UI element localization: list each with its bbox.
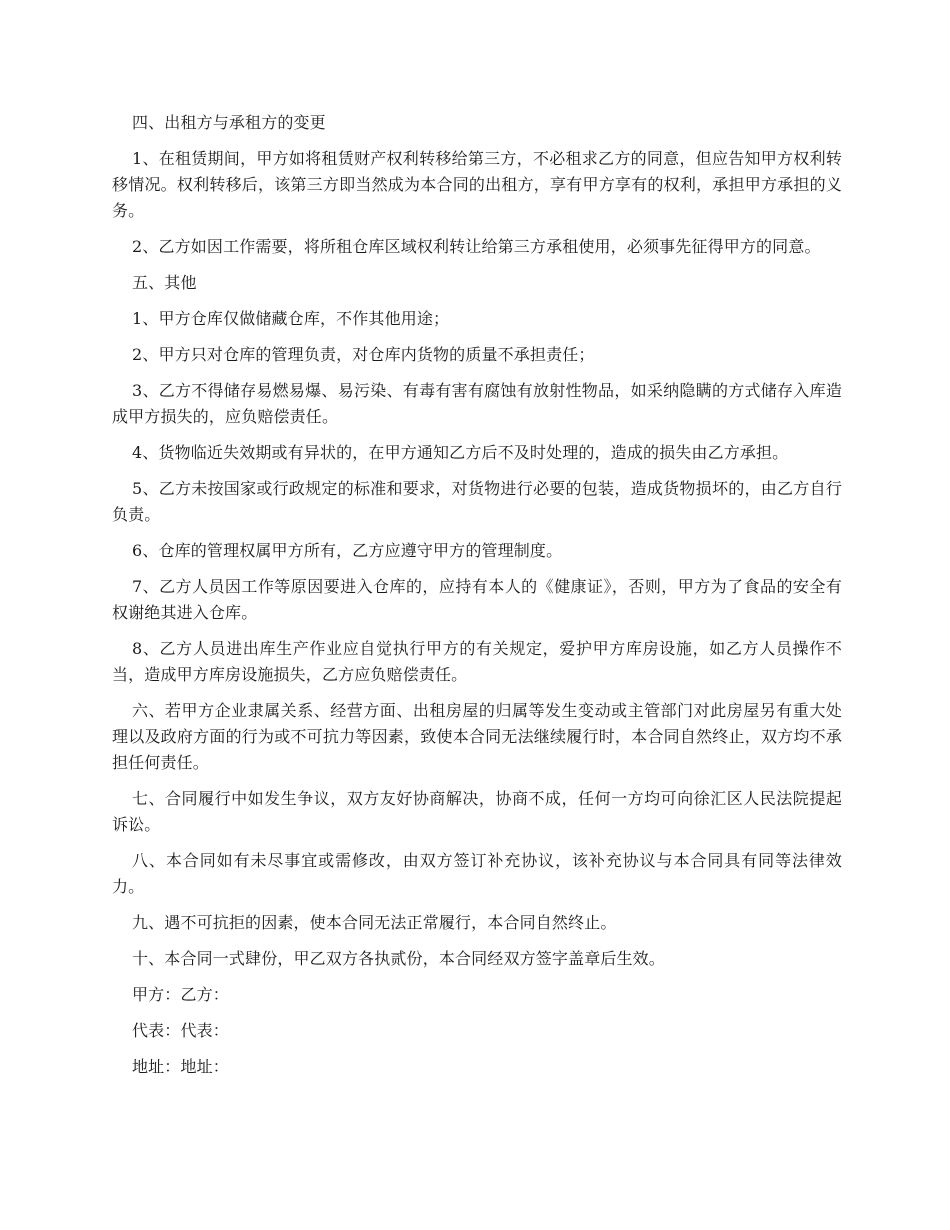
section-paragraph-eight: 八、本合同如有未尽事宜或需修改，由双方签订补充协议，该补充协议与本合同具有同等法律效力。: [112, 851, 842, 896]
clause-paragraph: 1、在租赁期间，甲方如将租赁财产权利转移给第三方，不必租求乙方的同意，但应告知甲方权利转移情况。权利转移后，该第三方即当然成为本合同的出租方，享有甲方享有的权利，承担甲方承担的义务。: [112, 149, 842, 220]
document-page: [112, 110, 842, 1090]
signature-party-line: 甲方：乙方：: [132, 985, 229, 1004]
section-heading-changes: 四、出租方与承租方的变更: [132, 113, 326, 132]
section-paragraph-six: 六、若甲方企业隶属关系、经营方面、出租房屋的归属等发生变动或主管部门对此房屋另有重大处理以及政府方面的行为或不可抗力等因素，致使本合同无法继续履行时，本合同自然终止，双方均不承担任何责任。: [112, 701, 842, 772]
clause-paragraph: 3、乙方不得储存易燃易爆、易污染、有毒有害有腐蚀有放射性物品，如采纳隐瞒的方式储存入库造成甲方损失的，应负赔偿责任。: [112, 381, 842, 426]
section-heading-other: 五、其他: [132, 273, 197, 292]
clause-paragraph: 6、仓库的管理权属甲方所有，乙方应遵守甲方的管理制度。: [132, 541, 563, 560]
clause-paragraph: 4、货物临近失效期或有异状的，在甲方通知乙方后不及时处理的，造成的损失由乙方承担。: [132, 443, 789, 462]
signature-address-line: 地址：地址：: [132, 1057, 229, 1076]
clause-paragraph: 7、乙方人员因工作等原因要进入仓库的，应持有本人的《健康证》，否则，甲方为了食品的安全有权谢绝其进入仓库。: [112, 577, 842, 622]
section-paragraph-seven: 七、合同履行中如发生争议，双方友好协商解决，协商不成，任何一方均可向徐汇区人民法院提起诉讼。: [112, 789, 842, 834]
clause-paragraph: 8、乙方人员进出库生产作业应自觉执行甲方的有关规定，爱护甲方库房设施，如乙方人员操作不当，造成甲方库房设施损失，乙方应负赔偿责任。: [112, 639, 842, 684]
clause-paragraph: 2、甲方只对仓库的管理负责，对仓库内货物的质量不承担责任；: [132, 345, 595, 364]
clause-paragraph: 5、乙方未按国家或行政规定的标准和要求，对货物进行必要的包装，造成货物损坏的，由乙方自行负责。: [112, 479, 842, 524]
section-paragraph-nine: 九、遇不可抗拒的因素，使本合同无法正常履行，本合同自然终止。: [132, 913, 617, 932]
signature-representative-line: 代表：代表：: [132, 1021, 229, 1040]
clause-paragraph: 1、甲方仓库仅做储藏仓库，不作其他用途；: [132, 309, 450, 328]
clause-paragraph: 2、乙方如因工作需要，将所租仓库区域权利转让给第三方承租使用，必须事先征得甲方的同意。: [132, 237, 821, 256]
section-paragraph-ten: 十、本合同一式肆份，甲乙双方各执贰份，本合同经双方签字盖章后生效。: [132, 949, 665, 968]
